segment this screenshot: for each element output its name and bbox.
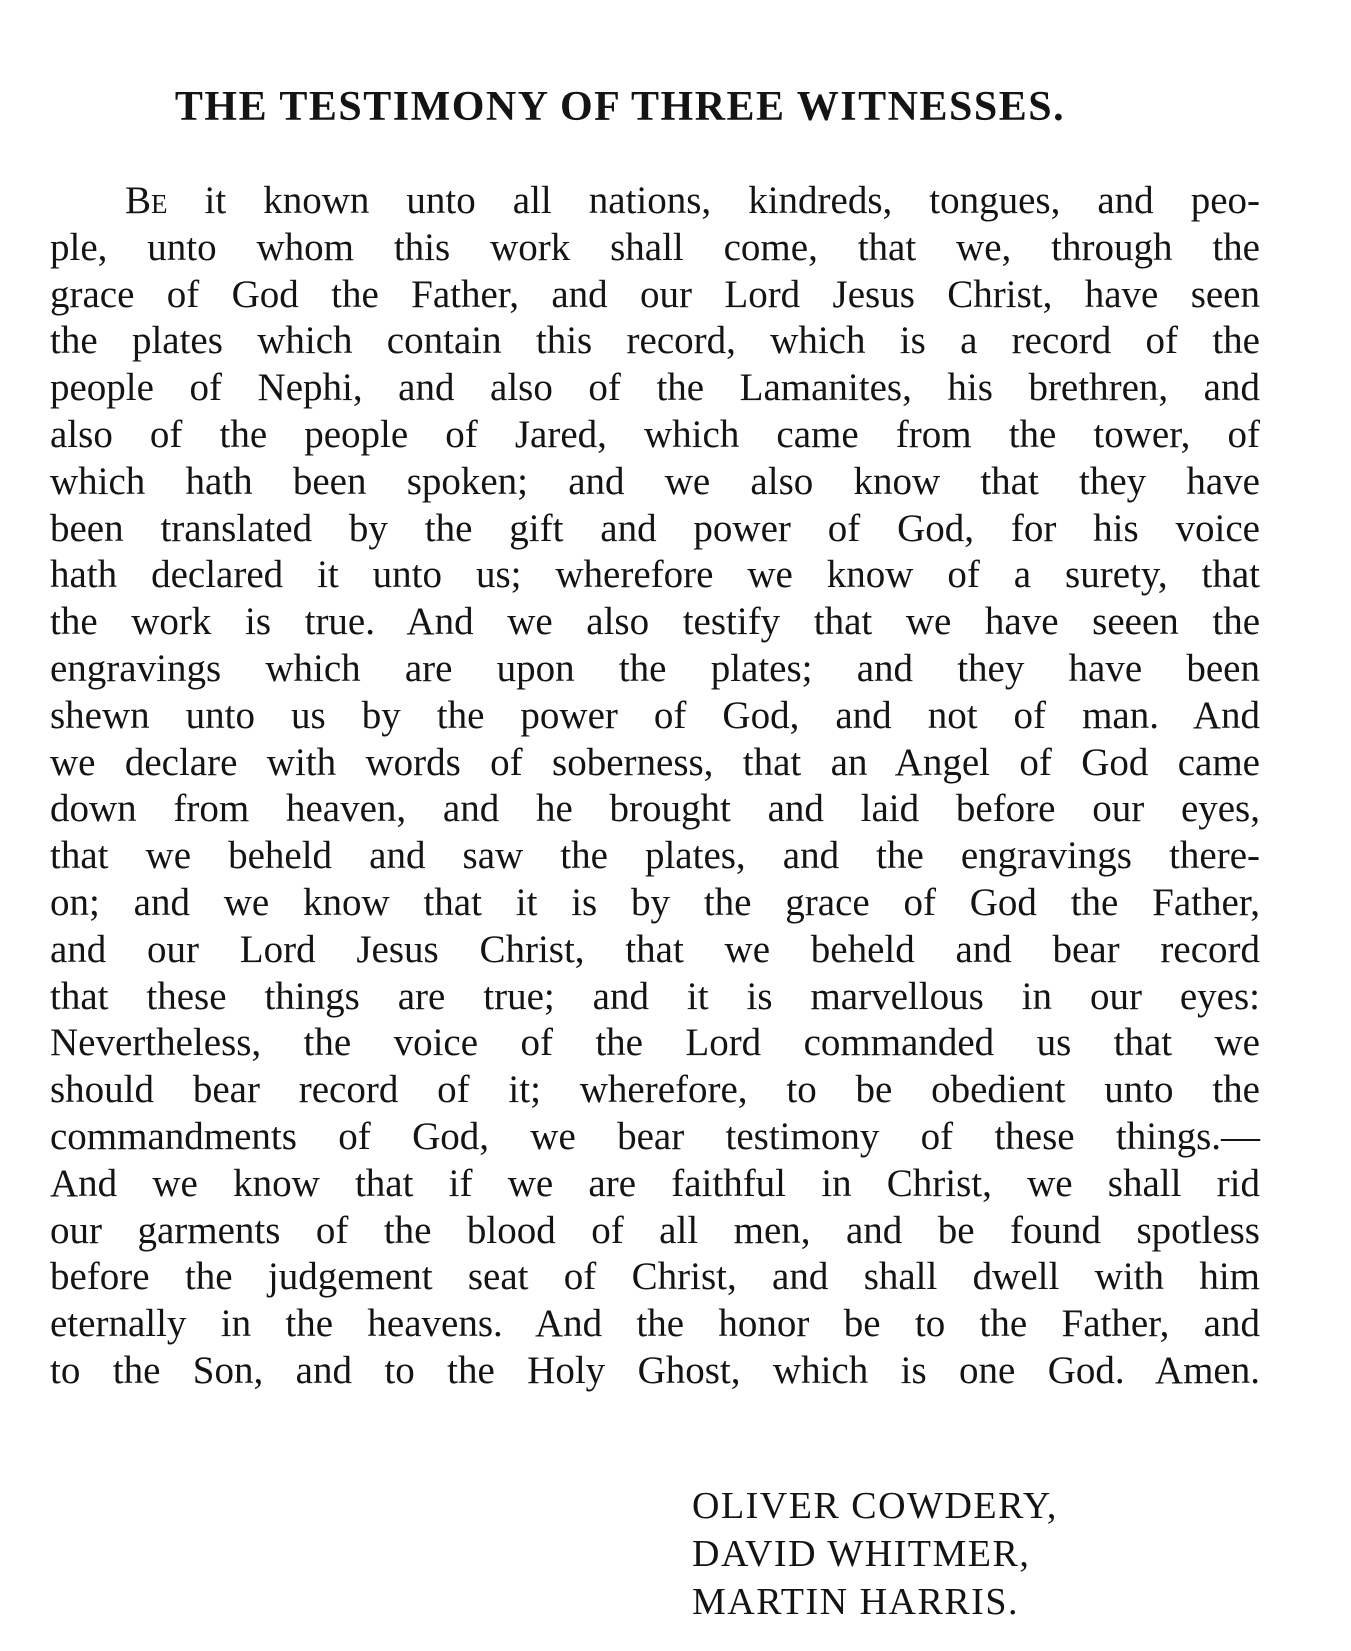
body-line: been translated by the gift and power of God, for his voice (50, 506, 1260, 550)
body-line: commandments of God, we bear testimony of these things.— (50, 1114, 1260, 1158)
body-line: also of the people of Jared, which came from the tower, of (50, 412, 1260, 456)
body-line: which hath been spoken; and we also know that they have (50, 459, 1260, 503)
body-line: shewn unto us by the power of God, and not of man. And (50, 693, 1260, 737)
body-line: Nevertheless, the voice of the Lord commanded us that we (50, 1021, 1260, 1065)
body-line: engravings which are upon the plates; and they have been (50, 646, 1260, 690)
signature-martin-harris: MARTIN HARRIS. (692, 1581, 1019, 1623)
body-line: the plates which contain this record, which is a record of the (50, 319, 1260, 363)
body-line: the work is true. And we also testify that we have seeen the (50, 600, 1260, 644)
signature-oliver-cowdery: OLIVER COWDERY, (692, 1485, 1058, 1527)
body-line: people of Nephi, and also of the Lamanites, his brethren, and (50, 366, 1260, 410)
signature-david-whitmer: DAVID WHITMER, (692, 1533, 1031, 1575)
body-line: down from heaven, and he brought and laid before our eyes, (50, 787, 1260, 831)
document-title: THE TESTIMONY OF THREE WITNESSES. (174, 84, 1066, 130)
body-line: and our Lord Jesus Christ, that we beheld and bear record (50, 927, 1260, 971)
body-line: we declare with words of soberness, that an Angel of God came (50, 740, 1260, 784)
opening-word: Be (125, 179, 168, 222)
body-line: before the judgement seat of Christ, and shall dwell with him (50, 1255, 1260, 1299)
body-line: grace of God the Father, and our Lord Jesus Christ, have seen (50, 272, 1260, 316)
body-line: And we know that if we are faithful in Christ, we shall rid (50, 1161, 1260, 1205)
body-line: ple, unto whom this work shall come, that we, through the (50, 225, 1260, 269)
signature-block (692, 1482, 1058, 1626)
testimony-body (50, 178, 1260, 1395)
body-line: that we beheld and saw the plates, and the engravings there- (50, 834, 1260, 878)
body-line (50, 178, 1260, 225)
body-line: on; and we know that it is by the grace of God the Father, (50, 880, 1260, 924)
body-line: our garments of the blood of all men, and be found spotless (50, 1208, 1260, 1252)
body-line: hath declared it unto us; wherefore we know of a surety, that (50, 553, 1260, 597)
body-line: eternally in the heavens. And the honor be to the Father, and (50, 1302, 1260, 1346)
body-line-text: it known unto all nations, kindreds, tongues, and peo- (167, 179, 1260, 222)
body-line: to the Son, and to the Holy Ghost, which is one God. Amen. (50, 1348, 1260, 1392)
body-line: that these things are true; and it is marvellous in our eyes: (50, 974, 1260, 1018)
body-line: should bear record of it; wherefore, to be obedient unto the (50, 1068, 1260, 1112)
